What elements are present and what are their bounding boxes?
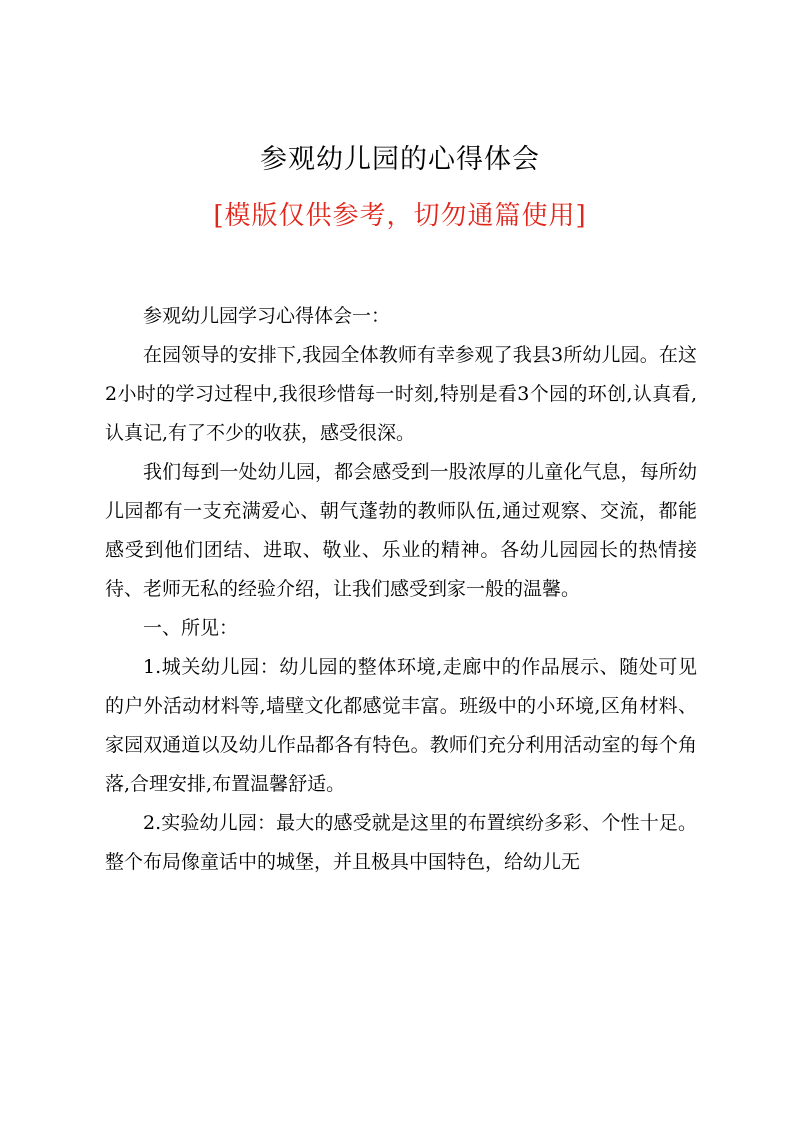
- paragraph: 在园领导的安排下,我园全体教师有幸参观了我县3所幼儿园。在这2小时的学习过程中,我很珍惜每一时刻,特别是看3个园的环创,认真看,认真记,有了不少的收获，感受很深。: [105, 344, 697, 444]
- paragraph: 我们每到一处幼儿园，都会感受到一股浓厚的儿童化气息，每所幼儿园都有一支充满爱心、朝气蓬勃的教师队伍,通过观察、交流，都能感受到他们团结、进取、敬业、乐业的精神。各幼儿园园长的热情接待、老师无私的经验介绍，让我们感受到家一般的温馨。: [105, 461, 697, 600]
- document-body: [105, 297, 697, 882]
- document-title: 参观幼儿园的心得体会: [260, 144, 540, 175]
- section-heading: 参观幼儿园学习心得体会一：: [143, 305, 391, 327]
- template-notice: [模版仅供参考，切勿通篇使用]: [213, 201, 587, 231]
- paragraph: 2.实验幼儿园：最大的感受就是这里的布置缤纷多彩、个性十足。整个布局像童话中的城堡，并且极具中国特色，给幼儿无: [105, 812, 697, 873]
- paragraph: 1.城关幼儿园：幼儿园的整体环境,走廊中的作品展示、随处可见的户外活动材料等,墙壁文化都感觉丰富。班级中的小环境,区角材料、家园双通道以及幼儿作品都各有特色。教师们充分利用活动室的每个角落,合理安排,布置温馨舒适。: [105, 656, 697, 795]
- subsection-heading: 一、所见：: [143, 617, 239, 639]
